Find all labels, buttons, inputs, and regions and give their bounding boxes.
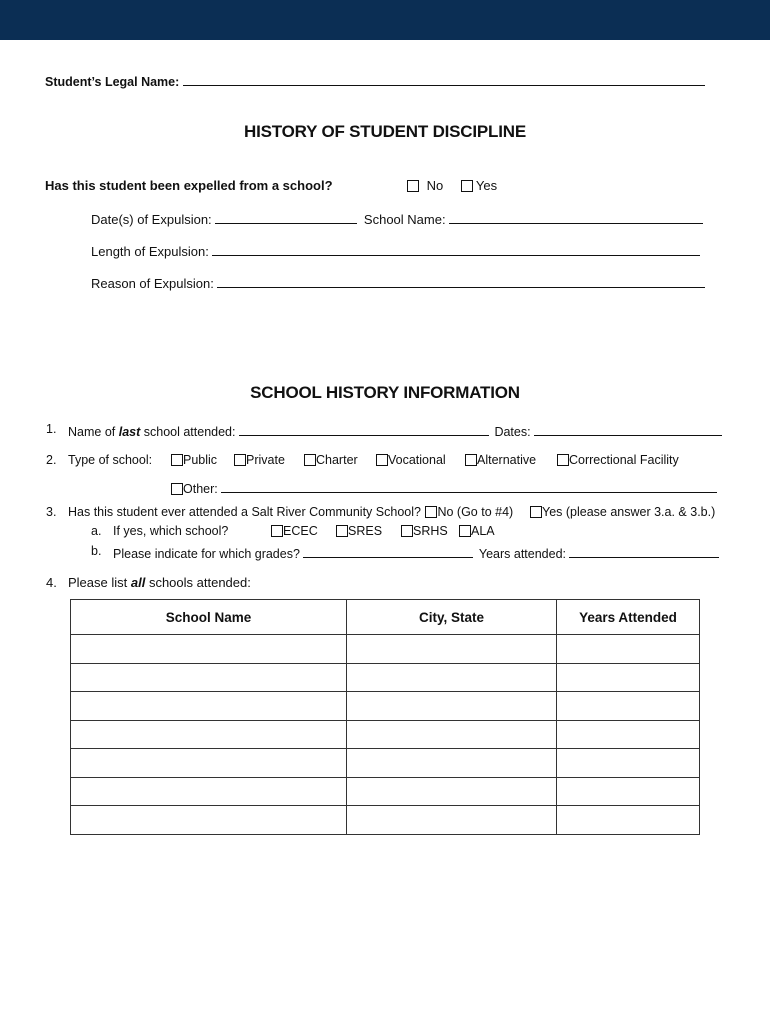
type-alternative-checkbox[interactable] — [465, 454, 477, 466]
q3-no-checkbox[interactable] — [425, 506, 437, 518]
expulsion-dates-row — [91, 210, 703, 227]
school-srhs-label: SRHS — [413, 524, 448, 538]
q3b-row — [113, 544, 719, 561]
type-private-label: Private — [246, 453, 285, 467]
type-private-option — [234, 453, 285, 467]
school-srhs-option — [401, 524, 448, 538]
city-state-cell[interactable] — [347, 749, 557, 778]
discipline-title: HISTORY OF STUDENT DISCIPLINE — [244, 122, 526, 141]
legal-name-row — [45, 72, 705, 89]
expelled-yes-checkbox[interactable] — [461, 180, 473, 192]
type-alternative-label: Alternative — [477, 453, 537, 467]
expulsion-length-label: Length of Expulsion: — [91, 244, 209, 259]
years-attended-cell[interactable] — [557, 806, 700, 835]
expulsion-reason-row — [91, 274, 705, 291]
table-row — [71, 806, 700, 835]
school-ala-checkbox[interactable] — [459, 525, 471, 537]
years-attended-cell[interactable] — [557, 692, 700, 721]
q3-row — [68, 505, 513, 519]
years-attended-cell[interactable] — [557, 720, 700, 749]
q1-label-pre: Name of — [68, 425, 119, 439]
years-attended-cell[interactable] — [557, 749, 700, 778]
type-vocational-label: Vocational — [388, 453, 446, 467]
school-srhs-checkbox[interactable] — [401, 525, 413, 537]
expulsion-length-row — [91, 242, 700, 259]
expulsion-school-label: School Name: — [363, 212, 446, 227]
q3-number: 3. — [46, 505, 57, 519]
type-correctional-checkbox[interactable] — [557, 454, 569, 466]
school-sres-option — [336, 524, 382, 538]
header-years-attended: Years Attended — [557, 600, 700, 635]
expelled-options — [407, 178, 497, 193]
type-vocational-checkbox[interactable] — [376, 454, 388, 466]
school-name-cell[interactable] — [71, 635, 347, 664]
school-sres-checkbox[interactable] — [336, 525, 348, 537]
expulsion-school-field[interactable] — [449, 210, 703, 224]
type-public-checkbox[interactable] — [171, 454, 183, 466]
school-name-cell[interactable] — [71, 806, 347, 835]
q4-label-emphasis: all — [130, 575, 146, 590]
table-row — [71, 692, 700, 721]
years-attended-cell[interactable] — [557, 777, 700, 806]
grades-field[interactable] — [303, 544, 473, 558]
q3b-marker: b. — [91, 544, 102, 558]
expelled-no-checkbox[interactable] — [407, 180, 419, 192]
type-charter-label: Charter — [316, 453, 358, 467]
city-state-cell[interactable] — [347, 806, 557, 835]
type-public-label: Public — [183, 453, 218, 467]
type-alternative-option — [465, 453, 536, 467]
q3-yes-checkbox[interactable] — [530, 506, 542, 518]
school-name-cell[interactable] — [71, 777, 347, 806]
q3b-label: Please indicate for which grades? — [113, 547, 300, 561]
q4-label — [68, 575, 251, 590]
type-other-row — [171, 479, 717, 496]
years-attended-cell[interactable] — [557, 635, 700, 664]
expulsion-length-field[interactable] — [212, 242, 700, 256]
type-charter-option — [304, 453, 358, 467]
q3-label: Has this student ever attended a Salt River Community School? — [68, 505, 421, 519]
school-ecec-checkbox[interactable] — [271, 525, 283, 537]
legal-name-label: Student’s Legal Name: — [45, 75, 180, 89]
table-row — [71, 663, 700, 692]
history-title: SCHOOL HISTORY INFORMATION — [250, 383, 520, 402]
table-row — [71, 749, 700, 778]
type-correctional-label: Correctional Facility — [569, 453, 679, 467]
q1-dates-label: Dates: — [494, 425, 531, 439]
expelled-no-label: No — [426, 178, 444, 193]
table-header-row — [71, 600, 700, 635]
q3-no-label: No (Go to #4) — [437, 505, 514, 519]
school-sres-label: SRES — [348, 524, 383, 538]
city-state-cell[interactable] — [347, 663, 557, 692]
school-name-cell[interactable] — [71, 692, 347, 721]
header-city-state: City, State — [347, 600, 557, 635]
school-name-cell[interactable] — [71, 663, 347, 692]
city-state-cell[interactable] — [347, 635, 557, 664]
table-row — [71, 777, 700, 806]
q2-label: Type of school: — [68, 453, 153, 467]
legal-name-field[interactable] — [183, 72, 705, 86]
type-vocational-option — [376, 453, 446, 467]
table-row — [71, 635, 700, 664]
type-public-option — [171, 453, 217, 467]
years-attended-field[interactable] — [569, 544, 719, 558]
school-ala-option — [459, 524, 495, 538]
q3-yes-option — [530, 505, 715, 519]
expulsion-reason-field[interactable] — [217, 274, 705, 288]
header-school-name: School Name — [71, 600, 347, 635]
expelled-yes-label: Yes — [475, 178, 498, 193]
school-name-cell[interactable] — [71, 749, 347, 778]
city-state-cell[interactable] — [347, 720, 557, 749]
expelled-question: Has this student been expelled from a school? — [45, 178, 333, 193]
q4-label-pre: Please list — [68, 575, 131, 590]
schools-table — [70, 599, 700, 835]
city-state-cell[interactable] — [347, 692, 557, 721]
type-private-checkbox[interactable] — [234, 454, 246, 466]
city-state-cell[interactable] — [347, 777, 557, 806]
last-school-dates-field[interactable] — [534, 422, 722, 436]
schools-table-body — [71, 635, 700, 835]
q3a-marker: a. — [91, 524, 102, 538]
q4-label-post: schools attended: — [145, 575, 251, 590]
years-attended-label: Years attended: — [478, 547, 566, 561]
expulsion-dates-label: Date(s) of Expulsion: — [91, 212, 212, 227]
type-correctional-option — [557, 453, 679, 467]
type-charter-checkbox[interactable] — [304, 454, 316, 466]
school-ecec-label: ECEC — [283, 524, 318, 538]
q1-row — [68, 422, 722, 439]
expulsion-dates-field[interactable] — [215, 210, 357, 224]
q1-number: 1. — [46, 422, 57, 436]
years-attended-cell[interactable] — [557, 663, 700, 692]
header-bar — [0, 0, 770, 40]
school-ecec-option — [271, 524, 318, 538]
q2-number: 2. — [46, 453, 57, 467]
q1-label-post: school attended: — [140, 425, 236, 439]
q3-yes-label: Yes (please answer 3.a. & 3.b.) — [542, 505, 716, 519]
school-ala-label: ALA — [471, 524, 495, 538]
type-other-label: Other: — [183, 482, 218, 496]
type-other-field[interactable] — [221, 479, 717, 493]
expulsion-reason-label: Reason of Expulsion: — [91, 276, 214, 291]
q1-label-emphasis: last — [118, 425, 141, 439]
table-row — [71, 720, 700, 749]
q3a-label: If yes, which school? — [113, 524, 229, 538]
type-other-checkbox[interactable] — [171, 483, 183, 495]
school-name-cell[interactable] — [71, 720, 347, 749]
last-school-field[interactable] — [239, 422, 489, 436]
q4-number: 4. — [46, 575, 57, 590]
